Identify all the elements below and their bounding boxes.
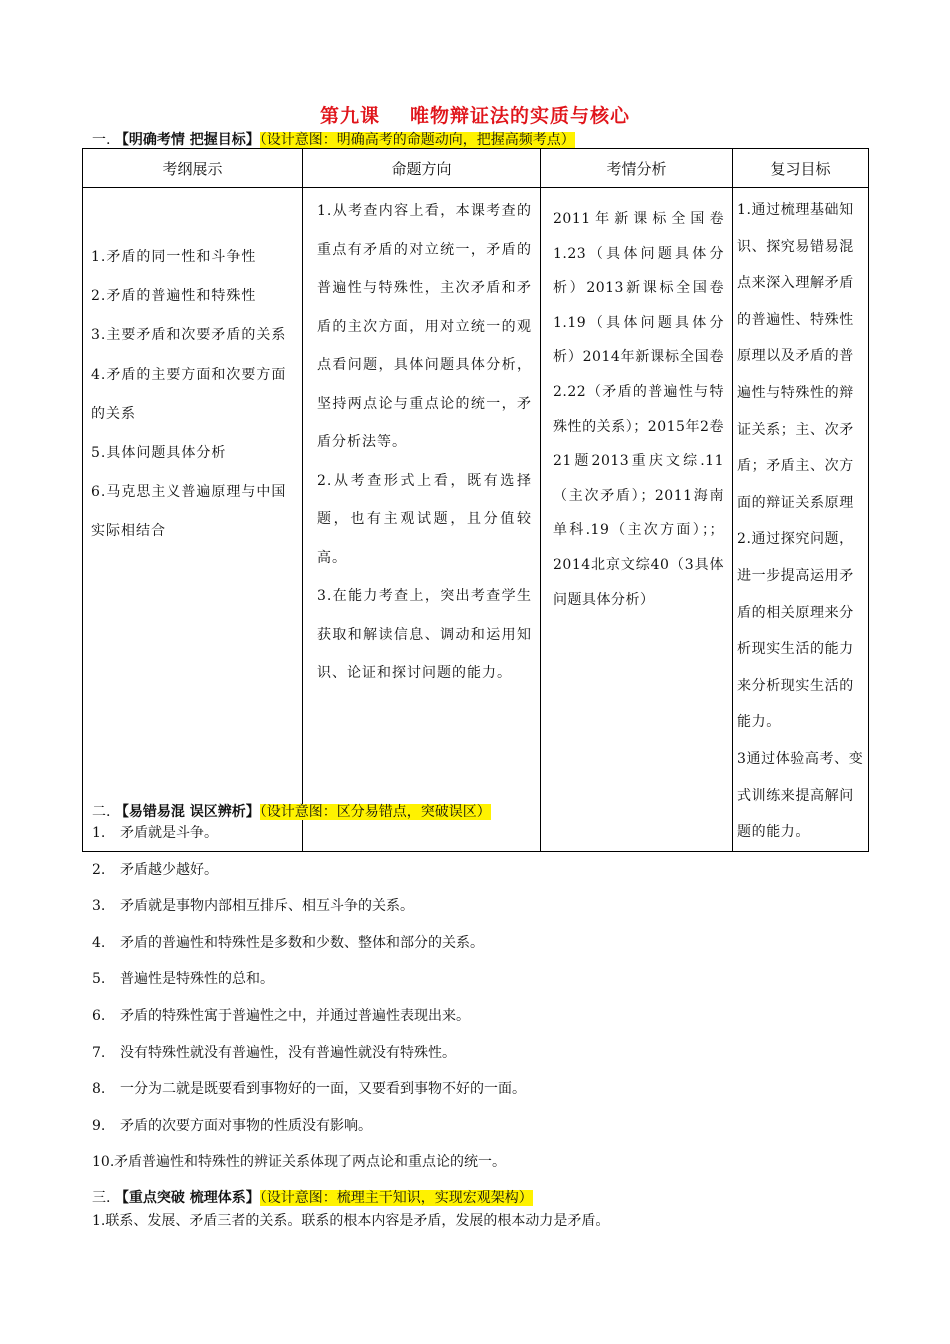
list-item-number: 6. [92, 1007, 106, 1024]
list-item-number: 2. [92, 861, 106, 878]
analysis-cell [541, 188, 733, 852]
list-item-number: 8. [92, 1081, 106, 1098]
list-item [92, 1151, 526, 1188]
direction-item: 1.从考查内容上看，本课考查的重点有矛盾的对立统一，矛盾的普遍性与特殊性，主次矛盾和矛盾的主次方面，用对立统一的观点看问题，具体问题具体分析，坚持两点论与重点论的统一，矛盾分析法等。 [317, 203, 532, 450]
list-item [92, 895, 526, 932]
list-item [92, 932, 526, 969]
syllabus-item: 6.马克思主义普遍原理与中国实际相结合 [91, 484, 287, 540]
list-item-text: 矛盾的普遍性和特殊性是多数和少数、整体和部分的关系。 [120, 934, 484, 951]
list-item [92, 1042, 526, 1079]
list-item [92, 822, 526, 859]
table-body-row [83, 188, 869, 852]
list-item-text: 矛盾的特殊性寓于普遍性之中，并通过普遍性表现出来。 [120, 1007, 470, 1024]
section-1-heading [92, 129, 575, 149]
section-2-heading [92, 801, 491, 821]
table-header-row [83, 149, 869, 188]
list-item-number: 5. [92, 971, 106, 988]
section-2-prefix: 二. [92, 804, 115, 820]
list-item-text: 矛盾越少越好。 [120, 861, 218, 878]
list-item-text: 矛盾就是事物内部相互排斥、相互斗争的关系。 [120, 898, 414, 915]
objectives-table [82, 148, 869, 852]
list-item-number: 10. [92, 1154, 115, 1171]
syllabus-cell [83, 188, 303, 852]
section-1-note: （设计意图：明确高考的命题动向，把握高频考点） [259, 132, 575, 148]
list-item-text: 普遍性是特殊性的总和。 [120, 971, 274, 988]
section-3-note: （设计意图：梳理主干知识，实现宏观架构） [259, 1190, 533, 1206]
header-syllabus: 考纲展示 [83, 149, 303, 188]
list-item [92, 1115, 526, 1152]
list-item-text: 没有特殊性就没有普遍性，没有普遍性就没有特殊性。 [120, 1044, 456, 1061]
list-item [92, 968, 526, 1005]
list-item [92, 1078, 526, 1115]
analysis-text: 2011年新课标全国卷1.23（具体问题具体分析）2013新课标全国卷1.19（具体问题具体分析）2014年新课标全国卷2.22（矛盾的普遍性与特殊性的关系）；2015年2卷21题2013重庆文综.11（主次矛盾）；2011海南单科.19（主次方面）；；2014北京文综40（3具体问题具体分析） [553, 211, 724, 608]
direction-item: 2.从考查形式上看，既有选择题，也有主观试题，且分值较高。 [317, 472, 532, 566]
section-2-note: （设计意图：区分易错点，突破误区） [259, 804, 491, 820]
list-item-number: 7. [92, 1044, 106, 1061]
section-3-paragraph: 1.联系、发展、矛盾三者的关系。联系的根本内容是矛盾，发展的根本动力是矛盾。 [92, 1213, 610, 1229]
direction-item: 3.在能力考查上，突出考查学生获取和解读信息、调动和运用知识、论证和探讨问题的能力。 [317, 588, 532, 681]
list-item-number: 9. [92, 1117, 106, 1134]
syllabus-item: 2.矛盾的普遍性和特殊性 [91, 288, 257, 305]
list-item-text: 矛盾普遍性和特殊性的辨证关系体现了两点论和重点论的统一。 [114, 1154, 506, 1171]
goals-cell [733, 188, 869, 852]
section-3-prefix: 三. [92, 1190, 115, 1206]
list-item [92, 859, 526, 896]
list-item-text: 一分为二就是既要看到事物好的一面，又要看到事物不好的一面。 [120, 1081, 526, 1098]
syllabus-item: 5.具体问题具体分析 [91, 445, 227, 462]
header-direction: 命题方向 [303, 149, 541, 188]
header-goals: 复习目标 [733, 149, 869, 188]
direction-cell [303, 188, 541, 852]
section-3-title: 【重点突破 梳理体系】 [114, 1190, 260, 1206]
page-title [0, 101, 950, 128]
title-lesson: 第九课 [319, 105, 380, 127]
section-1-prefix: 一. [92, 132, 115, 148]
title-topic: 唯物辩证法的实质与核心 [410, 105, 631, 127]
syllabus-item: 3.主要矛盾和次要矛盾的关系 [91, 327, 287, 344]
header-analysis: 考情分析 [541, 149, 733, 188]
list-item-number: 4. [92, 934, 106, 951]
list-item-text: 矛盾就是斗争。 [120, 825, 218, 841]
goal-item: 2.通过探究问题，进一步提高运用矛盾的相关原理来分析现实生活的能力来分析现实生活的能力。 [737, 531, 854, 731]
list-item-text: 矛盾的次要方面对事物的性质没有影响。 [120, 1117, 372, 1134]
section-1-title: 【明确考情 把握目标】 [114, 132, 260, 148]
goal-item: 1.通过梳理基础知识、探究易错易混点来深入理解矛盾的普遍性、特殊性原理以及矛盾的普遍性与特殊性的辩证关系；主、次矛盾；矛盾主、次方面的辩证关系原理 [737, 202, 854, 511]
list-item-number: 3. [92, 898, 106, 915]
syllabus-item: 1.矛盾的同一性和斗争性 [91, 249, 257, 265]
list-item-number: 1. [92, 825, 106, 841]
syllabus-item: 4.矛盾的主要方面和次要方面的关系 [91, 366, 287, 422]
goal-item: 3通过体验高考、变式训练来提高解问题的能力。 [737, 750, 864, 841]
list-item [92, 1005, 526, 1042]
misconception-list [92, 822, 526, 1188]
section-3-heading [92, 1187, 533, 1207]
section-2-title: 【易错易混 误区辨析】 [114, 804, 260, 820]
